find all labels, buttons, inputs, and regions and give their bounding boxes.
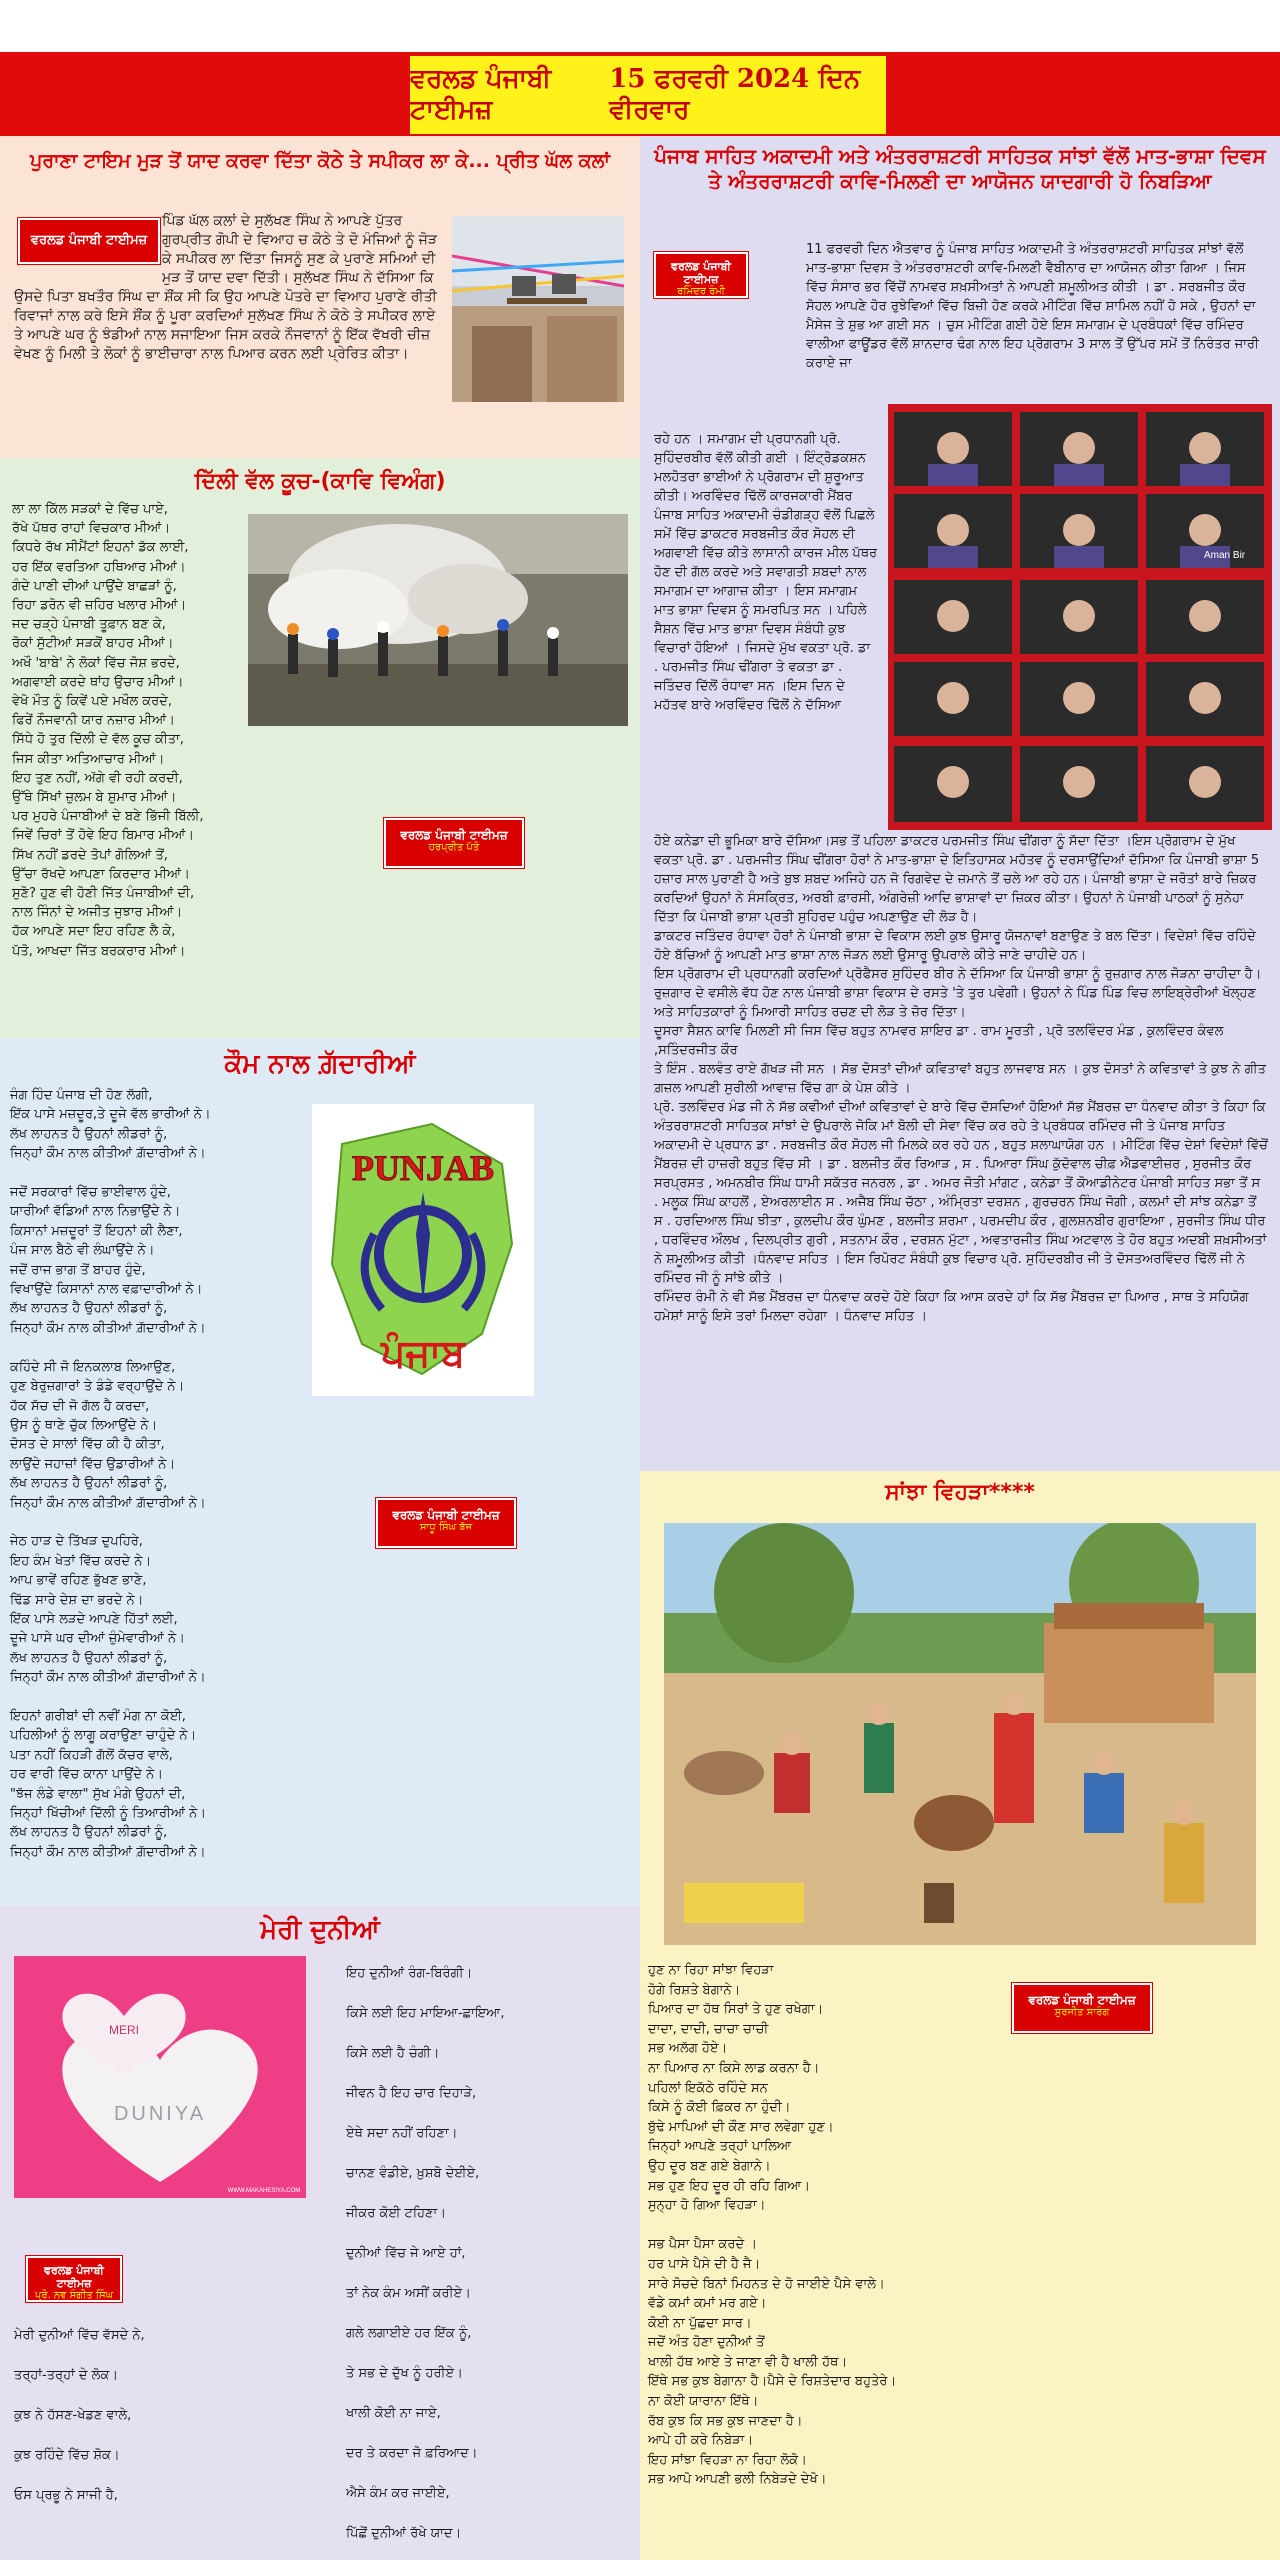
article-title: ਪੁਰਾਣਾ ਟਾਇਮ ਮੁੜ ਤੋਂ ਯਾਦ ਕਰਵਾ ਦਿੱਤਾ ਕੋਠੇ ਤੇ ਸਪੀਕਰ ਲਾ ਕੇ... ਪ੍ਰੀਤ ਘੱਲ ਕਲਾਂ [30,150,610,172]
badge-author: ਸਾਧੂ ਸਿੰਘ ਝੱਜ [419,1522,473,1534]
main-body-text: ਹੋਏ ਕਨੇਡਾ ਦੀ ਭੂਮਿਕਾ ਬਾਰੇ ਦੱਸਿਆ।ਸਭ ਤੋਂ ਪਹਿਲਾ ਡਾਕਟਰ ਪਰਮਜੀਤ ਸਿੰਘ ਢੀਂਗਰਾ ਨੂੰ ਸੱਦਾ ਦਿੱਤਾ ।ਇਸ ਪ੍ਰੋਗਰਾਮ ਦੇ ਮੁੱਖ ਵਕਤਾ ਪ੍ਰੋ. ਡਾ . ਪਰਮਜੀਤ ਸਿੰਘ ਢੀਂਗਰਾ ਹੋਰਾਂ ਨੇ ਮਾਤ-ਭਾਸ਼ਾ ਦੇ ਇਤਿਹਾਸਕ ਮਹੱਤਵ ਨੂੰ ਦਰਸਾਉਂਦਿਆਂ ਦੱਸਿਆ ਕਿ ਪੰਜਾਬੀ ਭਾਸ਼ਾ 5 ਹਜ਼ਾਰ ਸਾਲ ਪੁਰਾਣੀ ਹੈ ਅਤੇ ਬੁਝ ਸ਼ਬਦ ਅਜਿਹੇ ਹਨ ਜੋ ਰਿਗਵੇਦ ਦੇ ਜ਼ਮਾਨੇ ਤੋਂ ਚਲੇ ਆ ਰਹੇ ਹਨ। ਪੰਜਾਬੀ ਭਾਸ਼ਾ ਦੇ ਜਰੋਤਾਂ ਬਾਰੇ ਜ਼ਿਕਰ ਕਰਦਿਆਂ ਉਹਨਾਂ ਨੇ ਸੰਸਕ੍ਰਿਤ, ਅਰਬੀ ਫ਼ਾਰਸੀ, ਅੰਗਰੇਜ਼ੀ ਆਦਿ ਭਾਸ਼ਾਵਾਂ ਦਾ ਜ਼ਿਕਰ ਕੀਤਾ। ਉਹਨਾਂ ਨੇ ਪੰਜਾਬੀ ਪਾਠਕਾਂ ਨੂੰ ਸੁਨੇਹਾ ਦਿੱਤਾ ਕਿ ਪੰਜਾਬੀ ਭਾਸ਼ਾ ਪ੍ਰਤੀ ਸੁਹਿਰਦ ਪਹੁੰਚ ਅਪਣਾਉਣ ਦੀ ਲੋੜ ਹੈ। ਡਾਕਟਰ ਜਤਿੰਦਰ ਰੰਧਾਵਾ ਹੋਰਾਂ ਨੇ ਪੰਜਾਬੀ ਭਾਸ਼ਾ ਦੇ ਵਿਕਾਸ ਲਈ ਕੁਝ ਉਸਾਰੂ ਯੋਜਨਾਵਾਂ ਬਣਾਉਣ ਤੇ ਬਲ ਦਿੱਤਾ। ਵਿਦੇਸ਼ਾਂ ਵਿੱਚ ਰਹਿੰਦੇ ਹੋਏ ਬੱਚਿਆਂ ਨੂੰ ਆਪਣੀ ਮਾਤ ਭਾਸ਼ਾ ਨਾਲ ਜੋੜਨ ਲਈ ਉਸਾਰੂ ਉਪਰਾਲੇ ਕੀਤੇ ਜਾਣੇ ਚਾਹੀਦੇ ਹਨ। ਇਸ ਪ੍ਰੋਗਰਾਮ ਦੀ ਪ੍ਰਧਾਨਗੀ ਕਰਦਿਆਂ ਪ੍ਰੋਫੈਸਰ ਸੁਹਿੰਦਰ ਬੀਰ ਨੇ ਦੱਸਿਆ ਕਿ ਪੰਜਾਬੀ ਭਾਸ਼ਾ ਨੂੰ ਰੁਜ਼ਗਾਰ ਨਾਲ ਜੋੜਨਾ ਚਾਹੀਦਾ ਹੈ। ਰੁਜ਼ਗਾਰ ਦੇ ਵਸੀਲੇ ਵੱਧ ਹੋਣ ਨਾਲ ਪੰਜਾਬੀ ਭਾਸ਼ਾ ਵਿਕਾਸ ਦੇ ਰਸਤੇ 'ਤੇ ਤੁਰ ਪਵੇਗੀ। ਉਹਨਾਂ ਨੇ ਪਿੰਡ ਪਿੰਡ ਵਿਚ ਲਾਇਬ੍ਰੇਰੀਆਂ ਖੋਲ੍ਹਣ ਅਤੇ ਸਾਹਿਤਕਾਰਾਂ ਨੂੰ ਮਿਆਰੀ ਸਾਹਿਤ ਰਚਣ ਦੀ ਲੋੜ ਤੇ ਜ਼ੋਰ ਦਿੱਤਾ। ਦੂਸਰਾ ਸੈਸ਼ਨ ਕਾਵਿ ਮਿਲਣੀ ਸੀ ਜਿਸ ਵਿੱਚ ਬਹੁਤ ਨਾਮਵਰ ਸ਼ਾਇਰ ਡਾ . ਰਾਮ ਮੂਰਤੀ , ਪ੍ਰੋ ਤਲਵਿੰਦਰ ਮੰਡ , ਕੁਲਵਿੰਦਰ ਕੰਵਲ ,ਸਤਿੰਦਰਜੀਤ ਕੌਰ ਤੇ ਇੰਸ . ਬਲਵੰਤ ਰਾਏ ਗੱਖੜ ਜੀ ਸਨ । ਸੱਭ ਦੋਸਤਾਂ ਦੀਆਂ ਕਵਿਤਾਵਾਂ ਬਹੁਤ ਲਾਜਵਾਬ ਸਨ । ਕੁਝ ਦੋਸਤਾਂ ਨੇ ਕਵਿਤਾਵਾਂ ਤੇ ਕੁਝ ਨੇ ਗੀਤ ਗ਼ਜ਼ਲ ਆਪਣੀ ਸੁਰੀਲੀ ਆਵਾਜ਼ ਵਿੱਚ ਗਾ ਕੇ ਪੇਸ਼ ਕੀਤੇ । ਪ੍ਰੋ. ਤਲਵਿੰਦਰ ਮੰਡ ਜੀ ਨੇ ਸੱਭ ਕਵੀਆਂ ਦੀਆਂ ਕਵਿਤਾਵਾਂ ਦੇ ਬਾਰੇ ਵਿੱਚ ਦੱਸਦਿਆਂ ਹੋਇਆਂ ਸੱਭ ਮੈਂਬਰਜ਼ ਦਾ ਧੰਨਵਾਦ ਕੀਤਾ ਤੇ ਕਿਹਾ ਕਿ ਅੰਤਰਰਾਸ਼ਟਰੀ ਸਾਹਿਤਕ ਸਾਂਝਾਂ ਦੇ ਉਪਰਾਲੇ ਜੋਕਿ ਮਾਂ ਬੋਲੀ ਦੀ ਸੇਵਾ ਵਿੱਚ ਕਰ ਰਹੇ ਤੇ ਪ੍ਰਬੰਧਕ ਰਮਿੰਦਰ ਜੀ ਤੇ ਪੰਜਾਬ ਸਾਹਿਤ ਅਕਾਦਮੀ ਦੇ ਪ੍ਰਧਾਨ ਡਾ . ਸਰਬਜੀਤ ਕੌਰ ਸੋਹਲ ਜੀ ਮਿਲਕੇ ਕਰ ਰਹੇ ਹਨ , ਬਹੁਤ ਸ਼ਲਾਘਾਯੋਗ ਹਨ । ਮੀਟਿੰਗ ਵਿੱਚ ਦੇਸ਼ਾਂ ਵਿਦੇਸ਼ਾਂ ਵਿੱਚੋਂ ਮੈਂਬਰਜ਼ ਦੀ ਹਾਜ਼ਰੀ ਬਹੁਤ ਵਿੱਚ ਸੀ । ਡਾ . ਬਲਜੀਤ ਕੌਰ ਰਿਆੜ , ਸ . ਪਿਆਰਾ ਸਿੰਘ ਕੁੱਦੋਵਾਲ ਚੀਫ਼ ਐਡਵਾਈਜ਼ਰ , ਸੁਰਜੀਤ ਕੌਰ ਸਰਪ੍ਰਸਤ , ਅਮਨਬੀਰ ਸਿੰਘ ਧਾਮੀ ਸਕੱਤਰ ਜਨਰਲ , ਡਾ . ਅਮਰ ਜੋਤੀ ਮਾਂਗਟ , ਕਨੇਡਾ ਤੋਂ ਕੋਆਡੀਨੇਟਰ ਪੰਜਾਬੀ ਸਾਹਿਤ ਸਭਾ ਤੋਂ ਸ . ਮਲੂਕ ਸਿੰਘ ਕਾਹਲੋਂ , ਏਅਰਲਾਈਨ ਸ . ਅਜੈਬ ਸਿੰਘ ਚੱਠਾ , ਅੰਮ੍ਰਿਤਾ ਦਰਸ਼ਨ , ਗੁਰਚਰਨ ਸਿੰਘ ਜੋਗੀ , ਕਲਮਾਂ ਦੀ ਸਾਂਝ ਕਨੇਡਾ ਤੋਂ ਸ . ਹਰਦਿਆਲ ਸਿੰਘ ਝੀਤਾ , ਕੁਲਦੀਪ ਕੌਰ ਘੁੰਮਣ , ਬਲਜੀਤ ਸ਼ਰਮਾ , ਪਰਮਦੀਪ ਕੌਰ , ਗੁਲਸ਼ਨਬੀਰ ਗੁਰਾਇਆ , ਸੁਰਜੀਤ ਸਿੰਘ ਧੀਰ , ਧਰਵਿੰਦਰ ਔਲਖ , ਦਿਲਪ੍ਰੀਤ ਗੁਰੀ , ਸਤਨਾਮ ਕੌਰ , ਦਰਸ਼ਨ ਮੁੱਟਾ , ਅਵਤਾਰਜੀਤ ਸਿੰਘ ਅਟਵਾਲ ਤੇ ਹੋਰ ਬਹੁਤ ਅਦਬੀ ਸ਼ਖ਼ਸੀਅਤਾਂ ਨੇ ਸ਼ਮੂਲੀਅਤ ਕੀਤੀ ।ਧੰਨਵਾਦ ਸਹਿਤ । ਇਸ ਰਿਪੋਰਟ ਸੰਬੰਧੀ ਕੁਝ ਵਿਚਾਰ ਪ੍ਰੋ. ਸੁਹਿੰਦਰਬੀਰ ਜੀ ਤੇ ਦੋਸਤਅਰਵਿੰਦਰ ਢਿੱਲੋਂ ਜੀ ਨੇ ਰਮਿੰਦਰ ਜੀ ਨੂੰ ਸਾਂਝੇ ਕੀਤੇ । ਰਮਿੰਦਰ ਰੰਮੀ ਨੇ ਵੀ ਸੱਭ ਮੈਂਬਰਜ਼ ਦਾ ਧੰਨਵਾਦ ਕਰਦੇ ਹੋਏ ਕਿਹਾ ਕਿ ਆਸ ਕਰਦੇ ਹਾਂ ਕਿ ਸੱਭ ਮੈਂਬਰਜ਼ ਦਾ ਪਿਆਰ , ਸਾਥ ਤੇ ਸਹਿਯੋਗ ਹਮੇਸ਼ਾਂ ਸਾਨੂੰ ਇਸੇ ਤਰਾਂ ਮਿਲਦਾ ਰਹੇਗਾ । ਧੰਨਵਾਦ ਸਹਿਤ । [654,834,1268,1324]
article-title: ਦਿੱਲੀ ਵੱਲ ਕੂਚ-(ਕਾਵਿ ਵਿਅੰਗ) [194,469,446,494]
meeting-grid-image [888,404,1272,830]
article-academy-webinar [640,136,1280,1471]
article-title: ਪੰਜਾਬ ਸਾਹਿਤ ਅਕਾਦਮੀ ਅਤੇ ਅੰਤਰਰਾਸ਼ਟਰੀ ਸਾਹਿਤਕ ਸਾਂਝਾਂ ਵੱਲੋਂ ਮਾਤ-ਭਾਸ਼ਾ ਦਿਵਸ ਤੇ ਅੰਤਰਰਾਸ਼ਟਰੀ ਕਾਵਿ-ਮਿਲਣੀ ਦਾ ਆਯੋਜਨ ਯਾਦਗਾਰੀ ਹੋ ਨਿਬੜਿਆ [654,144,1266,193]
badge-label: ਵਰਲਡ ਪੰਜਾਬੀ ਟਾਈਮਜ਼ [30,233,148,248]
heart-icon [14,1956,306,2198]
zoom-meeting-screenshot [888,404,1272,830]
hearts-image [14,1956,306,2198]
publisher-badge [384,818,524,868]
masthead [410,56,886,134]
intro-text: 11 ਫਰਵਰੀ ਦਿਨ ਐਤਵਾਰ ਨੂੰ ਪੰਜਾਬ ਸਾਹਿਤ ਅਕਾਦਮੀ ਤੇ ਅੰਤਰਰਾਸ਼ਟਰੀ ਸਾਹਿਤਕ ਸਾਂਝਾਂ ਵੱਲੋਂ ਮਾਤ-ਭਾਸ਼ਾ ਦਿਵਸ ਤੇ ਅੰਤਰਰਾਸ਼ਟਰੀ ਕਾਵਿ-ਮਿਲਣੀ ਵੈਬੀਨਾਰ ਦਾ ਆਯੋਜਨ ਕੀਤਾ ਗਿਆ । ਜਿਸ ਵਿੱਚ ਸੰਸਾਰ ਭਰ ਵਿੱਚੋਂ ਨਾਮਵਰ ਸ਼ਖ਼ਸੀਅਤਾਂ ਨੇ ਆਪਣੀ ਸ਼ਮੂਲੀਅਤ ਕੀਤੀ । ਡਾ . ਸਰਬਜੀਤ ਕੌਰ ਸੋਹਲ ਆਪਣੇ ਹੋਰ ਰੁਝੇਵਿਆਂ ਵਿੱਚ ਬਿਜ਼ੀ ਹੋਣ ਕਰਕੇ ਮੀਟਿੰਗ ਵਿੱਚ ਸ਼ਾਮਿਲ ਨਹੀਂ ਹੋ ਸਕੇ , ਉਹਨਾਂ ਦਾ ਮੈਸੇਜ ਤੇ ਸ਼ੁਭ ਆ ਗਈ ਸਨ । ਚੁਸ ਮੀਟਿੰਗ ਗਈ ਹੋਏ ਇਸ ਸਮਾਗਮ ਦੇ ਪ੍ਰਬੰਧਕਾਂ ਵਿੱਚ ਰਮਿੰਦਰ ਵਾਲੀਆ ਫਾਊਂਡਰ ਵੱਲੋਂ ਸ਼ਾਨਦਾਰ ਢੰਗ ਨਾਲ ਇਹ ਪ੍ਰੋਗਰਾਮ 3 ਸਾਲ ਤੋਂ ਉੱਪਰ ਸਮੇਂ ਤੋਂ ਨਿਰੰਤਰ ਜਾਰੀ ਕਰਾਏ ਜਾ [806,242,1259,371]
image-word-main: DUNIYA [113,2103,207,2125]
badge-author: ਸੁਰਜੀਤ ਸਾਰੰਗ [1054,2007,1110,2019]
badge-label: ਵਰਲਡ ਪੰਜਾਬੀ ਟਾਈਮਜ਼ [44,2264,104,2291]
logo-word-top: PUNJAB [352,1148,494,1188]
badge-label: ਵਰਲਡ ਪੰਜਾਬੀ ਟਾਈਮਜ਼ [392,1508,500,1522]
protest-photo [248,514,628,726]
article-text: ਪਿੰਡ ਘੱਲ ਕਲਾਂ ਦੇ ਸੁਲੱਖਣ ਸਿੰਘ ਨੇ ਆਪਣੇ ਪੁੱਤਰ ਗੁਰਪ੍ਰੀਤ ਗੋਪੀ ਦੇ ਵਿਆਹ ਚ ਕੋਠੇ ਤੇ ਦੋ ਮੰਜਿਆਂ ਨੂੰ ਜੋੜ ਕੇ ਸਪੀਕਰ ਲਾ ਦਿੱਤਾ ਜਿਸਨੂੰ ਸੁਣ ਕੇ ਪੁਰਾਣੇ ਸਮਿਆਂ ਦੀ ਮੁੜ ਤੋਂ ਯਾਦ ਦਵਾ ਦਿੱਤੀ। ਸੁਲੱਖਣ ਸਿੰਘ ਨੇ ਦੱਸਿਆ ਕਿ ਉਸਦੇ ਪਿਤਾ ਬਖਤੌਰ ਸਿੰਘ ਦਾ ਸ਼ੌਂਕ ਸੀ ਕਿ ਉਹ ਆਪਣੇ ਪੋਤਰੇ ਦਾ ਵਿਆਹ ਪੁਰਾਣੇ ਰੀਤੀ ਰਿਵਾਜਾਂ ਨਾਲ ਕਰੇ ਇਸੇ ਸ਼ੌਂਕ ਨੂੰ ਪੂਰਾ ਕਰਦਿਆਂ ਸੁਲੱਖਣ ਸਿੰਘ ਨੇ ਕੋਠੇ ਤੇ ਸਪੀਕਰ ਲਾਏ ਤੇ ਆਪਣੇ ਘਰ ਨੂੰ ਝੰਡੀਆਂ ਨਾਲ ਸਜਾਇਆ ਜਿਸ ਕਰਕੇ ਨੌਜਵਾਨਾਂ ਨੂੰ ਇੱਕ ਵੱਖਰੀ ਚੀਜ਼ ਵੇਖਣ ਨੂੰ ਮਿਲੀ ਤੇ ਲੋਕਾਂ ਨੂੰ ਭਾਈਚਾਰਾ ਨਾਲ ਪਿਆਰ ਕਰਨ ਲਈ ਪ੍ਰੇਰਿਤ ਕੀਤਾ। [14,213,438,362]
village-painting [664,1523,1256,1945]
poem-text: ਜੰਗ ਹਿੰਦ ਪੰਜਾਬ ਦੀ ਹੋਣ ਲੱਗੀ, ਇੱਕ ਪਾਸੇ ਮਜ਼ਦੂਰ,ਤੇ ਦੂਜੇ ਵੱਲ ਭਾਰੀਆਂ ਨੇ। ਲੱਖ ਲਾਹਨਤ ਹੈ ਉਹਨਾਂ ਲੀਡਰਾਂ ਨੂੰ, ਜਿਨ੍ਹਾਂ ਕੌਮ ਨਾਲ ਕੀਤੀਆਂ ਗ਼ੱਦਾਰੀਆਂ ਨੇ। ਜਦੋਂ ਸਰਕਾਰਾਂ ਵਿੱਚ ਭਾਈਵਾਲ ਹੁੰਦੇ, ਯਾਰੀਆਂ ਵੱਡਿਆਂ ਨਾਲ ਨਿਭਾਉਂਦੇ ਨੇ। ਕਿਸਾਨਾਂ ਮਜ਼ਦੂਰਾਂ ਤੋਂ ਇਹਨਾਂ ਕੀ ਲੈਣਾ, ਪੰਜ ਸਾਲ ਬੈਠੇ ਵੀ ਲੰਘਾਉਂਦੇ ਨੇ। ਜਦੋਂ ਰਾਜ ਭਾਗ ਤੋਂ ਬਾਹਰ ਹੁੰਦੇ, ਵਿਖਾਉਂਦੇ ਕਿਸਾਨਾਂ ਨਾਲ ਵਫ਼ਾਦਾਰੀਆਂ ਨੇ। ਲੱਖ ਲਾਹਨਤ ਹੈ ਉਹਨਾਂ ਲੀਡਰਾਂ ਨੂੰ, ਜਿਨ੍ਹਾਂ ਕੌਮ ਨਾਲ ਕੀਤੀਆਂ ਗ਼ੱਦਾਰੀਆਂ ਨੇ। ਕਹਿੰਦੇ ਸੀ ਜੋ ਇਨਕਲਾਬ ਲਿਆਉਣ, ਹੁਣ ਬੇਰੁਜ਼ਗਾਰਾਂ ਤੇ ਡੰਡੇ ਵਰ੍ਹਾਉਂਦੇ ਨੇ। ਹੱਕ ਸੱਚ ਦੀ ਜੋ ਗੱਲ ਹੈ ਕਰਦਾ, ਉਸ ਨੂੰ ਥਾਣੇ ਚੁੱਕ ਲਿਆਉਂਦੇ ਨੇ। ਦੋਸਤ ਦੇ ਸਾਲਾਂ ਵਿੱਚ ਕੀ ਹੈ ਕੀਤਾ, ਲਾਉਂਦੇ ਜਹਾਜ਼ਾਂ ਵਿੱਚ ਉਡਾਰੀਆਂ ਨੇ। ਲੱਖ ਲਾਹਨਤ ਹੈ ਉਹਨਾਂ ਲੀਡਰਾਂ ਨੂੰ, ਜਿਨ੍ਹਾਂ ਕੌਮ ਨਾਲ ਕੀਤੀਆਂ ਗ਼ੱਦਾਰੀਆਂ ਨੇ। ਜੇਠ ਹਾੜ ਦੇ ਤਿੱਖੜ ਦੁਪਹਿਰੇ, ਇਹ ਕੰਮ ਖੇਤਾਂ ਵਿੱਚ ਕਰਦੇ ਨੇ। ਆਪ ਭਾਵੇਂ ਰਹਿਣ ਭੁੱਖਣ ਭਾਣੇ, ਢਿੱਡ ਸਾਰੇ ਦੇਸ਼ ਦਾ ਭਰਦੇ ਨੇ। ਇੱਕ ਪਾਸੇ ਲੜਦੇ ਆਪਣੇ ਹਿੱਤਾਂ ਲਈ, ਦੂਜੇ ਪਾਸੇ ਘਰ ਦੀਆਂ ਜ਼ੁੰਮੇਵਾਰੀਆਂ ਨੇ। ਲੱਖ ਲਾਹਨਤ ਹੈ ਉਹਨਾਂ ਲੀਡਰਾਂ ਨੂੰ, ਜਿਨ੍ਹਾਂ ਕੌਮ ਨਾਲ ਕੀਤੀਆਂ ਗ਼ੱਦਾਰੀਆਂ ਨੇ। ਇਹਨਾਂ ਗਰੀਬਾਂ ਦੀ ਨਵੀਂ ਮੰਗ ਨਾ ਕੋਈ, ਪਹਿਲੀਆਂ ਨੂੰ ਲਾਗੂ ਕਰਾਉਣਾ ਚਾਹੁੰਦੇ ਨੇ। ਪਤਾ ਨਹੀਂ ਕਿਹੜੀ ਗੱਲੋਂ ਕੱਚਰ ਵਾਲੇ, ਹਰ ਵਾਰੀ ਵਿੱਚ ਕਾਨਾ ਪਾਉਂਦੇ ਨੇ। "ਝੱਜ ਲੰਡੇ ਵਾਲਾ" ਸੁੱਖ ਮੰਗੇ ਉਹਨਾਂ ਦੀ, ਜਿਨ੍ਹਾਂ ਖਿੱਚੀਆਂ ਦਿੱਲੀ ਨੂੰ ਤਿਆਰੀਆਂ ਨੇ। ਲੱਖ ਲਾਹਨਤ ਹੈ ਉਹਨਾਂ ਲੀਡਰਾਂ ਨੂੰ, ਜਿਨ੍ਹਾਂ ਕੌਮ ਨਾਲ ਕੀਤੀਆਂ ਗ਼ੱਦਾਰੀਆਂ ਨੇ। [10,1088,211,1860]
poem-left-column: ਮੇਰੀ ਦੁਨੀਆਂ ਵਿੱਚ ਵੱਸਦੇ ਨੇ, ਤਰ੍ਹਾਂ-ਤਰ੍ਹਾਂ ਦੇ ਲੋਕ। ਕੁਝ ਨੇ ਹੱਸਣ-ਖੇਡਣ ਵਾਲੇ, ਕੁਝ ਰਹਿੰਦੇ ਵਿੱਚ ਸ਼ੋਕ। ਓਸ ਪ੍ਰਭੂ ਨੇ ਸਾਜੀ ਹੈ, [14,2328,145,2503]
badge-author: ਹਰਪ੍ਰੀਤ ਪੱਤੋ [428,842,480,854]
image-word-top: MERI [109,2023,139,2037]
masthead-date: 15 ਫਰਵਰੀ 2024 ਦਿਨ ਵੀਰਵਾਰ [609,64,861,125]
float-spacer-right [446,212,626,408]
float-spacer-left [14,212,162,270]
article-shared-courtyard [640,1471,1280,2560]
image-credit: WWW.MAKAHESIYA.COM [227,2188,301,2194]
article-delhi-march [0,458,640,1038]
publisher-badge [376,1498,516,1548]
khanda-map-icon [312,1104,534,1396]
poem-text: ਲਾ ਲਾ ਕਿੱਲ ਸੜਕਾਂ ਦੇ ਵਿੱਚ ਪਾਏ, ਰੱਖੇ ਪੱਥਰ ਰਾਹਾਂ ਵਿਚਕਾਰ ਮੀਆਂ। ਕਿਧਰੇ ਰੱਖ ਸੀਮੈਂਟਾਂ ਇਹਨਾਂ ਡੱਕ ਲਾਈ, ਹਰ ਇੱਕ ਵਰਤਿਆ ਹਥਿਆਰ ਮੀਆਂ। ਗੰਦੇ ਪਾਣੀ ਦੀਆਂ ਪਾਉਂਦੇ ਬਾਛੜਾਂ ਨੂੰ, ਰਿਹਾ ਡਰੋਨ ਵੀ ਜ਼ਹਿਰ ਖਲਾਰ ਮੀਆਂ। ਜਦ ਚੜ੍ਹੇ ਪੰਜਾਬੀ ਤੂਫ਼ਾਨ ਬਣ ਕੇ, ਰੋਕਾਂ ਸੁੱਟੀਆਂ ਸੜਕੋਂ ਬਾਹਰ ਮੀਆਂ। ਅਖੌ 'ਬਾਬੇ' ਨੇ ਲੋਕਾਂ ਵਿੱਚ ਜੋਸ਼ ਭਰਦੇ, ਅਗਵਾਈ ਕਰਦੇ ਥਾਂਹ ਉਚਾਰ ਮੀਆਂ। ਵੇਖੋ ਮੌਤ ਨੂੰ ਕਿਵੇਂ ਪਏ ਮਖੌਲ ਕਰਦੇ, ਫਿਰੇਂ ਨੌਜਵਾਨੀ ਯਾਰ ਨਜ਼ਾਰ ਮੀਆਂ। ਸਿੱਧੇ ਹੋ ਤੁਰ ਦਿੱਲੀ ਦੇ ਵੱਲ ਕੂਚ ਕੀਤਾ, ਜਿਸ ਕੀਤਾ ਅਤਿਆਚਾਰ ਮੀਆਂ। ਇਹ ਤੁਣ ਨਹੀਂ, ਅੱਗੇ ਵੀ ਰਹੀ ਕਰਦੀ, ਉੱਥੇ ਸਿੱਖਾਂ ਜ਼ੁਲਮ ਬੇ ਸ਼ੁਮਾਰ ਮੀਆਂ। ਪਰ ਮੁਹਰੇ ਪੰਜਾਬੀਆਂ ਦੇ ਬਣੇ ਭਿੱਜੀ ਬਿੱਲੀ, ਜਿਵੇਂ ਚਿਰਾਂ ਤੋਂ ਹੋਵੇ ਇਹ ਬਿਮਾਰ ਮੀਆਂ। ਸਿੱਖ ਨਹੀਂ ਡਰਦੇ ਤੋਪਾਂ ਗੋਲਿਆਂ ਤੋਂ, ਉੱਚਾ ਰੱਖਦੇ ਆਪਣਾ ਕਿਰਦਾਰ ਮੀਆਂ। ਸੁਣੋ? ਹੁਣ ਵੀ ਹੋਣੀ ਜਿੱਤ ਪੰਜਾਬੀਆਂ ਦੀ, ਨਾਲ ਜਿੰਨਾਂ ਦੇ ਅਜੀਤ ਜੁਝਾਰ ਮੀਆਂ। ਹੱਕ ਆਪਣੇ ਸਦਾ ਇਹ ਰਹਿਣ ਲੈ ਕੇ, ਪੱਤੋ, ਆਖਦਾ ਜਿੱਤ ਬਰਕਰਾਰ ਮੀਆਂ। [12,502,204,959]
left-column-text: ਰਹੇ ਹਨ । ਸਮਾਗਮ ਦੀ ਪ੍ਰਧਾਨਗੀ ਪ੍ਰੋ. ਸੁਹਿੰਦਰਬੀਰ ਵੱਲੋਂ ਕੀਤੀ ਗਈ । ਇੰਟ੍ਰੋਡਕਸ਼ਨ ਮਲਹੋਤਰਾ ਭਾਈਆਂ ਨੇ ਪ੍ਰੋਗਰਾਮ ਦੀ ਸ਼ੁਰੂਆਤ ਕੀਤੀ। ਅਰਵਿੰਦਰ ਢਿੱਲੋਂ ਕਾਰਜਕਾਰੀ ਮੈਂਬਰ ਪੰਜਾਬ ਸਾਹਿਤ ਅਕਾਦਮੀ ਚੰਡੀਗੜ੍ਹ ਵੱਲੋਂ ਪਿਛਲੇ ਸਮੇਂ ਵਿੱਚ ਡਾਕਟਰ ਸਰਬਜੀਤ ਕੌਰ ਸੋਹਲ ਦੀ ਅਗਵਾਈ ਵਿੱਚ ਕੀਤੇ ਲਾਸਾਨੀ ਕਾਰਜ ਮੀਲ ਪੱਥਰ ਹੋਣ ਦੀ ਗੱਲ ਕਰਦੇ ਅਤੇ ਸਵਾਗਤੀ ਸ਼ਬਦਾਂ ਨਾਲ ਸਮਾਗਮ ਦਾ ਆਗਾਜ਼ ਕੀਤਾ । ਇਸ ਸਮਾਗਮ ਮਾਤ ਭਾਸ਼ਾ ਦਿਵਸ ਨੂੰ ਸਮਰਪਿਤ ਸਨ । ਪਹਿਲੇ ਸੈਸ਼ਨ ਵਿੱਚ ਮਾਤ ਭਾਸ਼ਾ ਦਿਵਸ ਸੰਬੰਧੀ ਕੁਝ ਵਿਚਾਰਾਂ ਹੋਇਆਂ । ਜਿਸਦੇ ਮੁੱਖ ਵਕਤਾ ਪ੍ਰੋ. ਡਾ . ਪਰਮਜੀਤ ਸਿੰਘ ਢੀਂਗਰਾ ਤੇ ਵਕਤਾ ਡਾ . ਜਤਿੰਦਰ ਦਿੱਲੋਂ ਰੰਧਾਵਾ ਸਨ ।ਇਸ ਦਿਨ ਦੇ ਮਹੱਤਵ ਬਾਰੇ ਅਰਵਿੰਦਰ ਢਿੱਲੋਂ ਨੇ ਦੱਸਿਆ [654,432,878,713]
article-speaker-wedding [0,136,640,458]
masthead-title: ਵਰਲਡ ਪੰਜਾਬੀ ਟਾਈਮਜ਼ [410,64,552,125]
participant-name: Aman Bir [1204,550,1246,561]
publisher-badge [26,2256,122,2302]
article-body [14,212,626,408]
badge-author: ਪ੍ਰੋ. ਨਵ ਸੰਗੀਤ ਸਿੰਘ [34,2290,114,2302]
badge-label: ਵਰਲਡ ਪੰਜਾਬੀ ਟਾਈਮਜ਼ [1028,1993,1136,2007]
punjab-logo [312,1104,534,1396]
poem-text: ਹੁਣ ਨਾ ਰਿਹਾ ਸਾਂਝਾ ਵਿਹੜਾ ਹੋਗੇ ਰਿਸ਼ਤੇ ਬੇਗਾਨੇ। ਪਿਆਰ ਦਾ ਹੱਥ ਸਿਰਾਂ ਤੇ ਹੁਣ ਰਖੇਗਾ। ਦਾਦਾ, ਦਾਦੀ, ਚਾਚਾ ਚਾਚੀ ਸਭ ਅਲੱਗ ਹੋਏ। ਨਾ ਪਿਆਰ ਨਾ ਕਿਸੇ ਲਾਡ ਕਰਨਾ ਹੈ। ਪਹਿਲਾਂ ਇਕੱਠੇ ਰਹਿੰਦੇ ਸਨ ਕਿਸੇ ਨੂੰ ਕੋਈ ਫ਼ਿਕਰ ਨਾ ਹੁੰਦੀ। ਬੁੱਢੇ ਮਾਪਿਆਂ ਦੀ ਕੌਣ ਸਾਰ ਲਵੇਗਾ ਹੁਣ। ਜਿਨ੍ਹਾਂ ਆਪਣੇ ਤਰ੍ਹਾਂ ਪਾਲਿਆ ਉਹ ਦੂਰ ਬਣ ਗਏ ਬੇਗਾਨੇ। ਸਭ ਹੁਣ ਇਹ ਦੂਰ ਹੀ ਰਹਿ ਗਿਆ। ਸੁਨ੍ਹਾ ਹੋ ਗਿਆ ਵਿਹੜਾ। ਸਭ ਪੈਸਾ ਪੈਸਾ ਕਰਦੇ । ਹਰ ਪਾਸੇ ਪੈਸੇ ਦੀ ਹੈ ਜੈ। ਸਾਰੇ ਸੋਚਦੇ ਬਿਨਾਂ ਮਿਹਨਤ ਦੇ ਹੋ ਜਾਈਏ ਪੈਸੇ ਵਾਲੇ। ਵੱਡੇ ਕਮਾਂ ਕਮਾਂ ਮਰ ਗਏ। ਕੋਈ ਨਾ ਪੁੱਛਦਾ ਸਾਰ। ਜਦੋਂ ਅੰਤ ਹੋਣਾ ਦੁਨੀਆਂ ਤੋਂ ਖਾਲੀ ਹੱਥ ਆਏ ਤੇ ਜਾਣਾ ਵੀ ਹੈ ਖਾਲੀ ਹੱਥ। ਇੱਥੇ ਸਭ ਕੁਝ ਬੇਗਾਨਾ ਹੈ।ਪੈਸੇ ਦੇ ਰਿਸ਼ਤੇਦਾਰ ਬਹੁਤੇਰੇ। ਨਾ ਕੋਈ ਯਾਰਾਨਾ ਇੱਥੇ। ਰੱਬ ਕੁਝ ਕਿ ਸਭ ਕੁਝ ਜਾਣਦਾ ਹੈ। ਆਪੇ ਹੀ ਕਰੇ ਨਿਬੇੜਾ। ਇਹ ਸਾਂਝਾ ਵਿਹੜਾ ਨਾ ਰਿਹਾ ਲੋਕੋ। ਸਭ ਆਪੋ ਆਪਣੀ ਭਲੀ ਨਿਬੇੜਦੇ ਦੇਖੋ। [648,1963,897,2488]
village-courtyard-illustration [664,1523,1256,1945]
publisher-badge [654,252,748,298]
badge-author: ਰਮਿੰਦਰ ਰੰਮੀ [677,286,725,298]
badge-label: ਵਰਲਡ ਪੰਜਾਬੀ ਟਾਈਮਜ਼ [671,260,731,287]
logo-word-bottom: ਪੰਜਾਬ [381,1331,465,1375]
article-my-world [0,1906,640,2560]
article-title: ਮੇਰੀ ਦੁਨੀਆਂ [260,1915,380,1945]
poem-right-column: ਇਹ ਦੁਨੀਆਂ ਰੰਗ-ਬਿਰੰਗੀ। ਕਿਸੇ ਲਈ ਇਹ ਮਾਇਆ-ਛਾਇਆ, ਕਿਸੇ ਲਈ ਹੈ ਚੰਗੀ। ਜੀਵਨ ਹੈ ਇਹ ਚਾਰ ਦਿਹਾੜੇ, ਏਥੇ ਸਦਾ ਨਹੀਂ ਰਹਿਣਾ। ਚਾਨਣ ਵੰਡੀਏ, ਖ਼ੁਸ਼ਬੋ ਦੇਈਏ, ਜੀਕਰ ਕੋਈ ਟਹਿਣਾ। ਦੁਨੀਆਂ ਵਿੱਚ ਜੇ ਆਏ ਹਾਂ, ਤਾਂ ਨੇਕ ਕੰਮ ਅਸੀਂ ਕਰੀਏ। ਗਲੇ ਲਗਾਈਏ ਹਰ ਇੱਕ ਨੂੰ, ਤੇ ਸਭ ਦੇ ਦੁੱਖ ਨੂੰ ਹਰੀਏ। ਖਾਲੀ ਕੋਈ ਨਾ ਜਾਏ, ਦਰ ਤੇ ਕਰਦਾ ਜੋ ਫ਼ਰਿਆਦ। ਐਸੇ ਕੰਮ ਕਰ ਜਾਈਏ, ਪਿੱਛੋਂ ਦੁਨੀਆਂ ਰੱਖੇ ਯਾਦ। [346,1966,505,2541]
article-title: ਕੌਮ ਨਾਲ ਗ਼ੱਦਾਰੀਆਂ [224,1049,416,1079]
tear-gas-photo [248,514,628,726]
article-betrayal [0,1038,640,1906]
article-title: ਸਾਂਝਾ ਵਿਹੜਾ**** [885,1480,1035,1505]
badge-label: ਵਰਲਡ ਪੰਜਾਬੀ ਟਾਈਮਜ਼ [400,828,508,842]
